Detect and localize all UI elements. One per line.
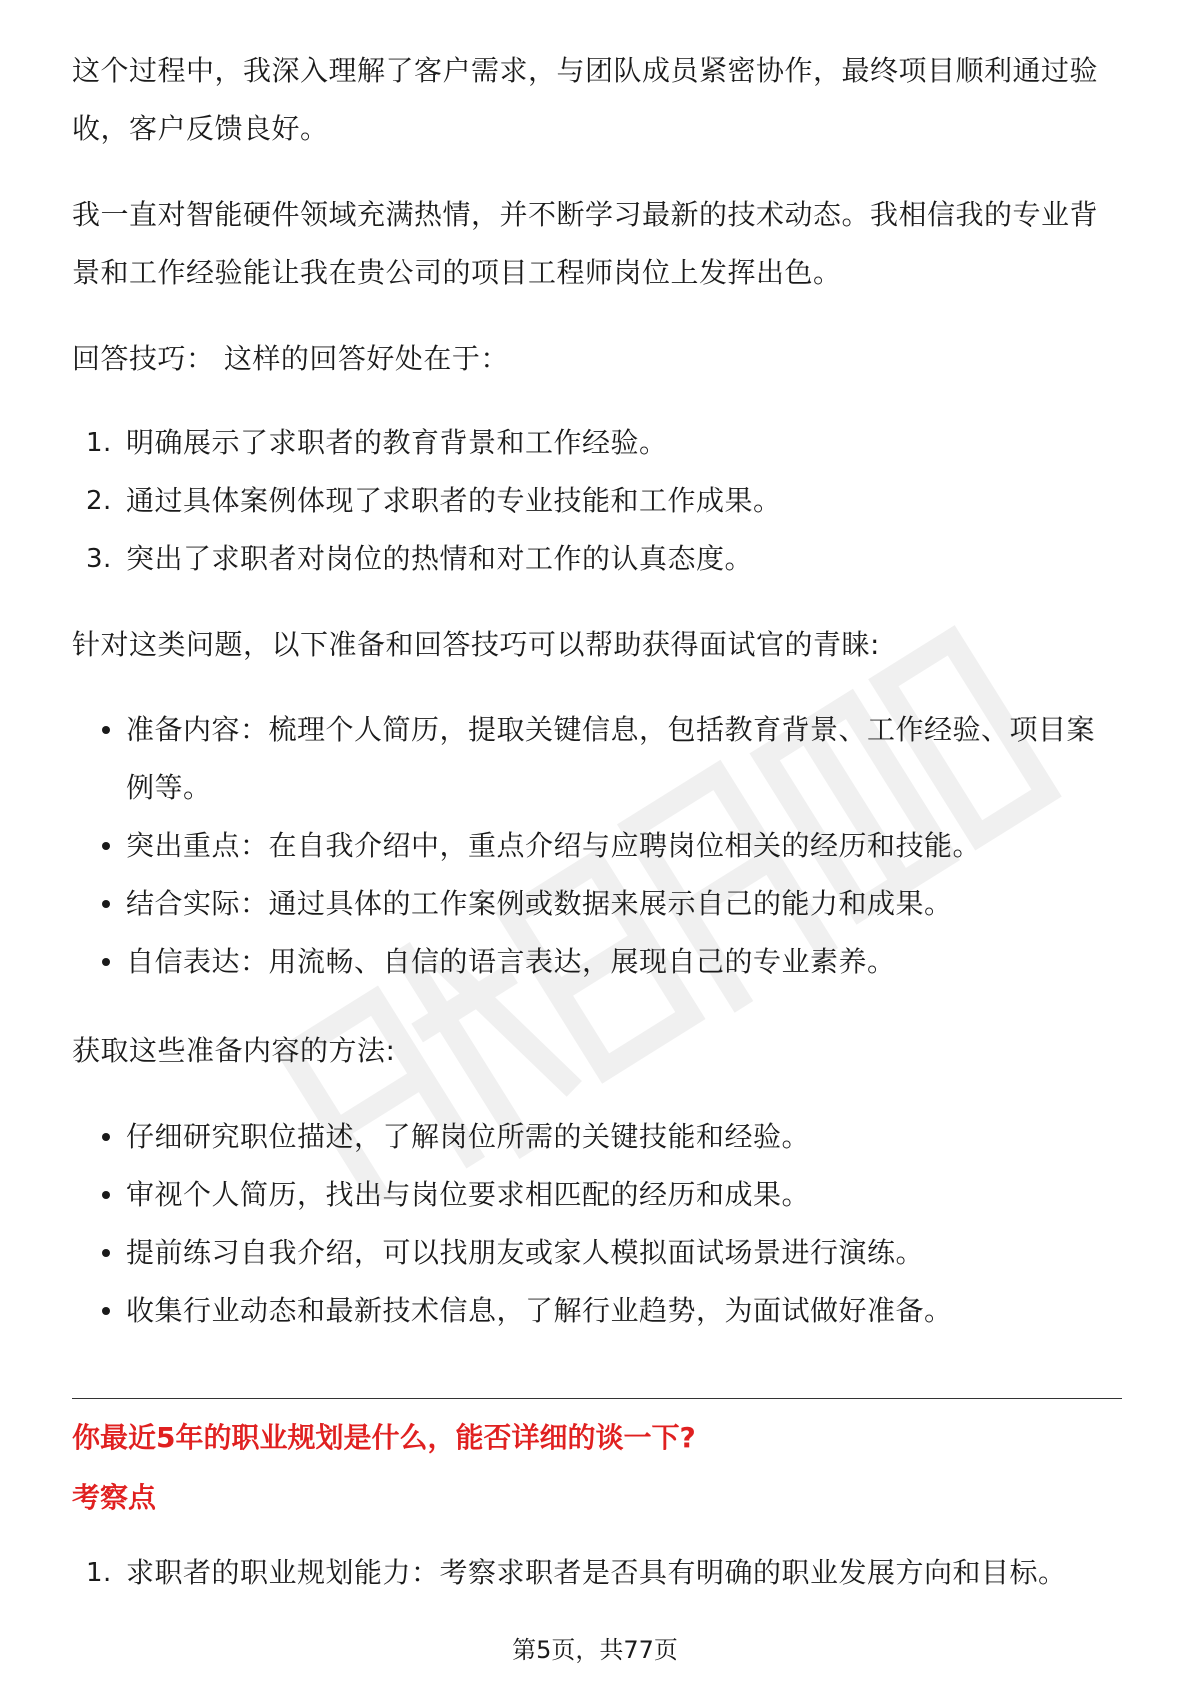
- bullet-icon: [102, 1133, 110, 1141]
- list-item-text: 结合实际：通过具体的工作案例或数据来展示自己的能力和成果。: [126, 887, 953, 920]
- question-subheading: 考察点: [72, 1481, 157, 1514]
- paragraph-project-result: 这个过程中，我深入理解了客户需求，与团队成员紧密协作，最终项目顺利通过验收，客户反馈良好。: [72, 54, 1099, 145]
- bullet-list-prep-tips: [72, 701, 1122, 991]
- bullet-icon: [102, 1249, 110, 1257]
- list-item-text: 提前练习自我介绍，可以找朋友或家人模拟面试场景进行演练。: [126, 1236, 925, 1269]
- bullet-list-methods: [72, 1108, 1122, 1340]
- list-item: [72, 1224, 1122, 1282]
- list-item: [72, 701, 1122, 817]
- list-item: [72, 1282, 1122, 1340]
- list-item: [72, 875, 1122, 933]
- list-number: 1.: [86, 428, 112, 458]
- bullet-icon: [102, 1307, 110, 1315]
- bullet-icon: [102, 1191, 110, 1199]
- list-item-text: 通过具体案例体现了求职者的专业技能和工作成果。: [126, 484, 782, 517]
- list-item-text: 准备内容：梳理个人简历，提取关键信息，包括教育背景、工作经验、项目案例等。: [126, 713, 1096, 804]
- list-item-text: 审视个人简历，找出与岗位要求相匹配的经历和成果。: [126, 1178, 811, 1211]
- paragraph-answer-tips: 回答技巧： 这样的回答好处在于：: [72, 342, 509, 375]
- paragraph-methods-intro: 获取这些准备内容的方法:: [72, 1034, 396, 1067]
- ordered-list-assessment-points: [72, 1544, 1122, 1602]
- ordered-list-benefits: [72, 414, 1122, 588]
- list-item: [72, 933, 1122, 991]
- list-number: 1.: [86, 1558, 112, 1588]
- paragraph-prep-intro: 针对这类问题，以下准备和回答技巧可以帮助获得面试官的青睐:: [72, 628, 880, 661]
- list-item: [72, 1166, 1122, 1224]
- list-number: 2.: [86, 486, 112, 516]
- list-item-text: 明确展示了求职者的教育背景和工作经验。: [126, 426, 668, 459]
- list-item: [72, 530, 1122, 588]
- bullet-icon: [102, 958, 110, 966]
- bullet-icon: [102, 842, 110, 850]
- list-item: [72, 414, 1122, 472]
- question-heading: 你最近5年的职业规划是什么，能否详细的谈一下?: [72, 1421, 696, 1454]
- paragraph-passion: 我一直对智能硬件领域充满热情，并不断学习最新的技术动态。我相信我的专业背景和工作经验能让我在贵公司的项目工程师岗位上发挥出色。: [72, 198, 1099, 289]
- list-item-text: 收集行业动态和最新技术信息，了解行业趋势，为面试做好准备。: [126, 1294, 953, 1327]
- document-page: [72, 0, 1122, 1684]
- list-item: [72, 817, 1122, 875]
- list-item: [72, 472, 1122, 530]
- bullet-icon: [102, 900, 110, 908]
- page-footer: 第5页，共77页: [512, 1636, 678, 1664]
- list-item: [72, 1108, 1122, 1166]
- section-divider: [72, 1398, 1122, 1399]
- list-item-text: 突出重点：在自我介绍中，重点介绍与应聘岗位相关的经历和技能。: [126, 829, 982, 862]
- list-item-text: 仔细研究职位描述，了解岗位所需的关键技能和经验。: [126, 1120, 811, 1153]
- list-item-text: 求职者的职业规划能力：考察求职者是否具有明确的职业发展方向和目标。: [126, 1556, 1067, 1589]
- list-number: 3.: [86, 544, 112, 574]
- list-item: [72, 1544, 1122, 1602]
- list-item-text: 突出了求职者对岗位的热情和对工作的认真态度。: [126, 542, 754, 575]
- list-item-text: 自信表达：用流畅、自信的语言表达，展现自己的专业素养。: [126, 945, 896, 978]
- bullet-icon: [102, 726, 110, 734]
